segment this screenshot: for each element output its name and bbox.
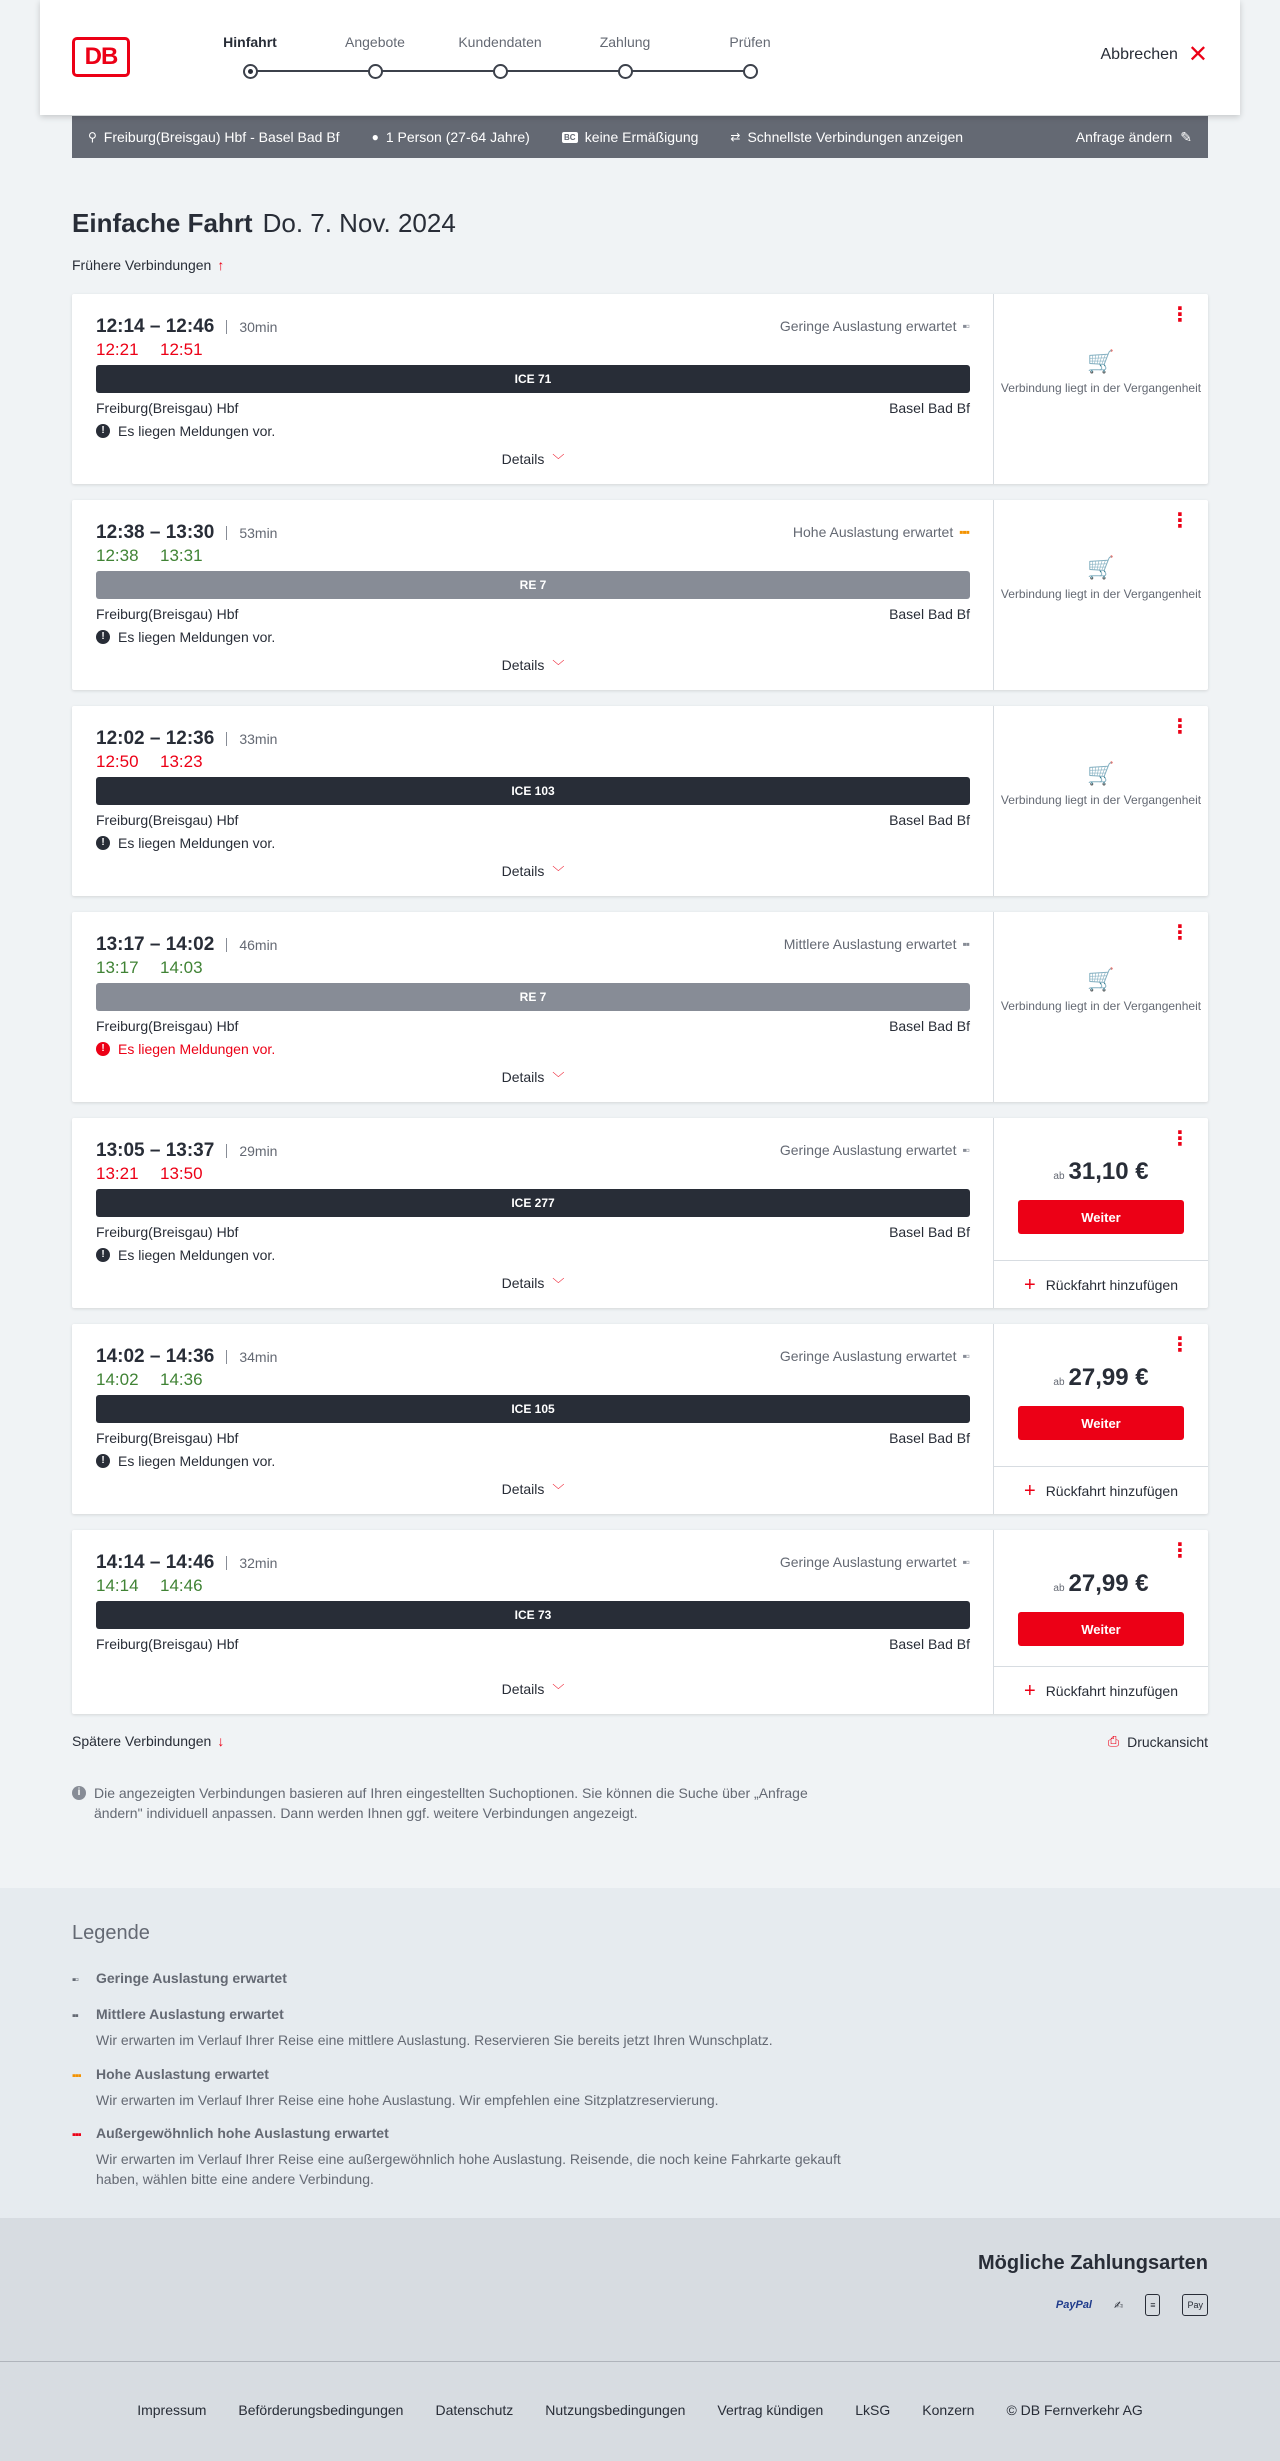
connection-main [72, 1530, 994, 1714]
notice-message [96, 629, 275, 645]
train-bar[interactable] [96, 571, 970, 599]
step-angebote [315, 34, 435, 56]
connection-card [72, 1324, 1208, 1514]
realtime-arrival: 12:51 [160, 340, 203, 359]
realtime-departure: 12:50 [96, 752, 139, 771]
scheduled-times: 13:05 – 13:37 [96, 1140, 215, 1161]
footer-link-nutzung[interactable]: Nutzungsbedingungen [545, 2402, 686, 2418]
chevron-down-icon: ﹀ [552, 865, 565, 879]
add-return-trip-button[interactable] [994, 1466, 1208, 1514]
train-name: ICE 105 [511, 1402, 555, 1416]
connection-offer [994, 1118, 1208, 1308]
add-return-trip-label: Rückfahrt hinzufügen [1045, 1482, 1178, 1499]
departure-station: Freiburg(Breisgau) Hbf [96, 812, 239, 828]
chevron-down-icon: ﹀ [552, 1483, 565, 1497]
cart-unavailable-icon: 🛒 [1087, 967, 1115, 992]
step-hinfahrt [190, 34, 310, 56]
connection-offer [994, 1324, 1208, 1514]
realtime-times [96, 1164, 202, 1184]
price-value: 27,99 € [1068, 1364, 1149, 1391]
connection-offer [994, 1530, 1208, 1714]
price-prefix: ab [1053, 1171, 1065, 1182]
notice-message [96, 1041, 275, 1057]
arrival-station: Basel Bad Bf [889, 1224, 970, 1240]
arrival-station: Basel Bad Bf [889, 1018, 970, 1034]
price [994, 1364, 1208, 1392]
details-toggle[interactable] [72, 1069, 994, 1086]
query-discount [562, 129, 699, 145]
scheduled-times: 12:02 – 12:36 [96, 728, 215, 749]
realtime-departure: 12:21 [96, 340, 139, 359]
realtime-arrival: 13:23 [160, 752, 203, 771]
step-kundendaten [440, 34, 560, 56]
price-prefix: ab [1053, 1583, 1065, 1594]
occupancy-info [780, 1554, 969, 1570]
query-route-text: Freiburg(Breisgau) Hbf - Basel Bad Bf [103, 129, 340, 145]
occupancy-low-icon: ▪▫ [962, 1349, 969, 1363]
past-connection-text: Verbindung liegt in der Vergangenheit [1000, 587, 1202, 601]
train-bar[interactable] [96, 365, 970, 393]
notice-text: Es liegen Meldungen vor. [118, 835, 276, 851]
past-connection-note [994, 349, 1208, 396]
occupancy-text: Geringe Auslastung erwartet [779, 1142, 957, 1158]
legend-item-text: Wir erwarten im Verlauf Ihrer Reise eine außergewöhnlich hohe Auslastung. Reisende, die noch keine Fahrkarte gekauft haben, wählen bitte eine andere Verbindung. [96, 2151, 841, 2187]
exclamation-icon: ! [96, 424, 110, 438]
stations [96, 400, 970, 416]
legend-item-extreme [72, 2123, 852, 2189]
continue-button[interactable]: Weiter [1018, 1200, 1184, 1234]
payment-methods [1056, 2294, 1208, 2316]
occupancy-info [784, 936, 969, 952]
connection-offer [994, 500, 1208, 690]
connection-card [72, 912, 1208, 1102]
train-bar[interactable] [96, 1189, 970, 1217]
realtime-times [96, 1576, 202, 1596]
add-return-trip-label: Rückfahrt hinzufügen [1045, 1682, 1178, 1699]
connection-card [72, 500, 1208, 690]
occupancy-text: Mittlere Auslastung erwartet [783, 936, 957, 952]
apple-pay-icon: Pay [1182, 2294, 1208, 2316]
notice-text: Es liegen Meldungen vor. [118, 1453, 276, 1469]
details-toggle[interactable] [72, 1275, 994, 1292]
notice-text: Es liegen Meldungen vor. [118, 629, 276, 645]
cancel-button[interactable] [1100, 41, 1209, 68]
departure-station: Freiburg(Breisgau) Hbf [96, 1430, 239, 1446]
notice-message [96, 1453, 275, 1469]
more-options-icon[interactable]: ⋮ [1170, 1334, 1190, 1356]
legend-item-title: Geringe Auslastung erwartet [96, 1970, 287, 1986]
realtime-arrival: 14:03 [160, 958, 203, 977]
scheduled-times: 13:17 – 14:02 [96, 934, 215, 955]
notice-message [96, 1247, 275, 1263]
duration: 46min [226, 938, 277, 952]
realtime-departure: 13:21 [96, 1164, 139, 1183]
connection-times [96, 934, 277, 956]
stations [96, 812, 970, 828]
printer-icon: ⎙ [1107, 1733, 1120, 1749]
footer-link-impressum[interactable]: Impressum [137, 2402, 207, 2418]
invoice-icon: ≡ [1145, 2294, 1160, 2316]
realtime-arrival: 13:31 [160, 546, 203, 565]
notice-message [96, 835, 275, 851]
cart-unavailable-icon: 🛒 [1087, 761, 1115, 786]
scheduled-times: 14:14 – 14:46 [96, 1552, 215, 1573]
step-label: Zahlung [599, 34, 651, 50]
more-options-icon[interactable]: ⋮ [1170, 304, 1190, 326]
direct-debit-icon: ✍ [1114, 2299, 1124, 2312]
query-passengers-text: 1 Person (27-64 Jahre) [385, 129, 530, 145]
occupancy-low-icon: ▪▫ [72, 1974, 78, 1986]
person-icon: ● [371, 130, 379, 144]
step-dot [368, 64, 383, 79]
realtime-departure: 14:14 [96, 1576, 139, 1595]
footer-links [0, 2402, 1280, 2418]
price-value: 31,10 € [1068, 1158, 1149, 1185]
train-name: ICE 71 [514, 372, 552, 386]
past-connection-text: Verbindung liegt in der Vergangenheit [1000, 381, 1202, 395]
price-value: 27,99 € [1068, 1570, 1149, 1597]
exclamation-icon: ! [96, 1248, 110, 1262]
query-discount-text: keine Ermäßigung [584, 129, 699, 145]
connection-times [96, 522, 277, 544]
connection-offer [994, 706, 1208, 896]
price-prefix: ab [1053, 1377, 1065, 1388]
price [994, 1570, 1208, 1598]
stations [96, 606, 970, 622]
legend-item-title: Mittlere Auslastung erwartet [96, 2006, 284, 2022]
realtime-times [96, 958, 202, 978]
legend-title: Legende [72, 1922, 150, 1944]
connection-main [72, 500, 994, 690]
past-connection-note [994, 967, 1208, 1014]
train-name: ICE 73 [514, 1608, 552, 1622]
connection-times [96, 316, 277, 338]
footer-link-konzern[interactable]: Konzern [922, 2402, 975, 2418]
occupancy-text: Geringe Auslastung erwartet [779, 1348, 957, 1364]
more-options-icon[interactable]: ⋮ [1170, 922, 1190, 944]
stations [96, 1018, 970, 1034]
occupancy-medium-icon: ▪▪ [72, 2010, 78, 2022]
legend-item-text: Wir erwarten im Verlauf Ihrer Reise eine hohe Auslastung. Wir empfehlen eine Sitzplatzreservierung. [96, 2092, 719, 2108]
connection-main [72, 912, 994, 1102]
occupancy-high-icon: ▪▪▪ [72, 2070, 81, 2082]
train-name: ICE 103 [511, 784, 555, 798]
train-bar[interactable] [96, 983, 970, 1011]
chevron-down-icon: ﹀ [552, 1071, 565, 1085]
later-connections-label: Spätere Verbindungen [72, 1733, 212, 1749]
plus-icon: + [1024, 1479, 1036, 1502]
bahncard-icon: BC [562, 132, 578, 143]
cart-unavailable-icon: 🛒 [1087, 349, 1115, 374]
occupancy-low-icon: ▪▫ [962, 1143, 969, 1157]
details-toggle[interactable] [72, 451, 994, 468]
change-request-label: Anfrage ändern [1075, 129, 1173, 145]
duration: 30min [226, 320, 277, 334]
plus-icon: + [1024, 1273, 1036, 1296]
departure-station: Freiburg(Breisgau) Hbf [96, 400, 239, 416]
notice-text: Es liegen Meldungen vor. [118, 423, 276, 439]
occupancy-high-icon: ▪▪▪ [959, 525, 969, 539]
past-connection-note [994, 761, 1208, 808]
step-dot [743, 64, 758, 79]
print-view-label: Druckansicht [1127, 1733, 1208, 1750]
details-toggle[interactable] [72, 1481, 994, 1498]
occupancy-info [780, 318, 969, 334]
departure-station: Freiburg(Breisgau) Hbf [96, 1636, 239, 1652]
cart-unavailable-icon: 🛒 [1087, 555, 1115, 580]
connection-main [72, 1118, 994, 1308]
exclamation-icon: ! [96, 630, 110, 644]
legend-item-text: Wir erwarten im Verlauf Ihrer Reise eine mittlere Auslastung. Reservieren Sie bereits jetzt Ihren Wunschplatz. [96, 2032, 773, 2048]
occupancy-text: Hohe Auslastung erwartet [792, 524, 954, 540]
step-dot [493, 64, 508, 79]
connection-card [72, 1118, 1208, 1308]
occupancy-low-icon: ▪▫ [962, 1555, 969, 1569]
trip-type: Einfache Fahrt [72, 208, 253, 238]
arrival-station: Basel Bad Bf [889, 812, 970, 828]
stations [96, 1224, 970, 1240]
occupancy-extreme-icon: ▪▪▪ [72, 2129, 81, 2141]
details-toggle[interactable] [72, 1681, 994, 1698]
past-connection-text: Verbindung liegt in der Vergangenheit [1000, 999, 1202, 1013]
db-logo[interactable]: DB [72, 37, 130, 77]
realtime-arrival: 14:46 [160, 1576, 203, 1595]
duration: 53min [226, 526, 277, 540]
arrival-station: Basel Bad Bf [889, 606, 970, 622]
legend-section [0, 1888, 1280, 2218]
legend-item-low [72, 1968, 287, 1990]
scheduled-times: 14:02 – 14:36 [96, 1346, 215, 1367]
connection-card [72, 1530, 1208, 1714]
arrival-station: Basel Bad Bf [889, 1430, 970, 1446]
step-dot [618, 64, 633, 79]
connection-main [72, 1324, 994, 1514]
step-pruefen [690, 34, 810, 56]
legend-item-title: Außergewöhnlich hohe Auslastung erwartet [96, 2125, 389, 2141]
scheduled-times: 12:14 – 12:46 [96, 316, 215, 337]
arrival-station: Basel Bad Bf [889, 400, 970, 416]
pencil-icon: ✎ [1180, 128, 1192, 145]
connection-offer [994, 294, 1208, 484]
query-passengers [372, 129, 530, 145]
footer [0, 2362, 1280, 2461]
connection-main [72, 706, 994, 896]
connection-times [96, 1552, 277, 1574]
occupancy-text: Geringe Auslastung erwartet [779, 318, 957, 334]
duration: 34min [226, 1350, 277, 1364]
footer-link-datenschutz[interactable]: Datenschutz [435, 2402, 514, 2418]
legend-item-medium [72, 2004, 773, 2050]
connection-card [72, 706, 1208, 896]
more-options-icon[interactable]: ⋮ [1170, 1540, 1190, 1562]
cancel-label: Abbrechen [1100, 46, 1178, 63]
more-options-icon[interactable]: ⋮ [1170, 510, 1190, 532]
realtime-times [96, 1370, 202, 1390]
notice-text: Es liegen Meldungen vor. [118, 1041, 276, 1057]
legend-item-high [72, 2064, 719, 2110]
details-label: Details [501, 1681, 545, 1697]
add-return-trip-button[interactable] [994, 1666, 1208, 1714]
step-label: Hinfahrt [223, 34, 277, 50]
price [994, 1158, 1208, 1186]
chevron-down-icon: ﹀ [552, 659, 565, 673]
stations [96, 1636, 970, 1652]
change-request-button[interactable] [1076, 129, 1192, 146]
location-pin-icon: ⚲ [88, 130, 97, 144]
arrow-up-icon: ↑ [217, 257, 225, 273]
swap-arrows-icon: ⇄ [730, 130, 741, 144]
plus-icon: + [1024, 1679, 1036, 1702]
step-dot [243, 64, 258, 79]
occupancy-medium-icon: ▪▪ [962, 937, 969, 951]
details-label: Details [501, 451, 545, 467]
footer-copyright: © DB Fernverkehr AG [1006, 2402, 1143, 2418]
details-toggle[interactable] [72, 657, 994, 674]
connection-times [96, 1140, 277, 1162]
footer-link-befoerderung[interactable]: Beförderungsbedingungen [238, 2402, 404, 2418]
realtime-departure: 14:02 [96, 1370, 139, 1389]
query-fastest [730, 129, 963, 145]
footer-link-kuendigen[interactable]: Vertrag kündigen [717, 2402, 824, 2418]
footer-link-lksg[interactable]: LkSG [855, 2402, 891, 2418]
chevron-down-icon: ﹀ [552, 1277, 565, 1291]
train-bar[interactable] [96, 777, 970, 805]
occupancy-low-icon: ▪▫ [962, 319, 969, 333]
train-name: RE 7 [519, 990, 547, 1004]
step-zahlung [565, 34, 685, 56]
realtime-arrival: 14:36 [160, 1370, 203, 1389]
step-label: Prüfen [729, 34, 771, 50]
occupancy-info [780, 1348, 969, 1364]
info-text: Die angezeigten Verbindungen basieren auf Ihren eingestellten Suchoptionen. Sie können die Suche über „Anfrage ändern" individuell anpassen. Dann werden Ihnen ggf. weitere Verbindungen angezeigt. [94, 1785, 808, 1821]
details-label: Details [501, 1275, 545, 1291]
info-icon: i [72, 1786, 86, 1800]
more-options-icon[interactable]: ⋮ [1170, 716, 1190, 738]
departure-station: Freiburg(Breisgau) Hbf [96, 1224, 239, 1240]
print-view-link[interactable] [1108, 1733, 1208, 1750]
duration: 33min [226, 732, 277, 746]
connection-times [96, 1346, 277, 1368]
details-label: Details [501, 863, 545, 879]
occupancy-text: Geringe Auslastung erwartet [779, 1554, 957, 1570]
query-route [88, 129, 340, 145]
info-note [72, 1783, 852, 1823]
details-toggle[interactable] [72, 863, 994, 880]
paypal-icon: PayPal [1055, 2299, 1092, 2311]
more-options-icon[interactable]: ⋮ [1170, 1128, 1190, 1150]
legend-item-title: Hohe Auslastung erwartet [96, 2066, 269, 2082]
departure-station: Freiburg(Breisgau) Hbf [96, 1018, 239, 1034]
realtime-times [96, 752, 202, 772]
chevron-down-icon: ﹀ [552, 453, 565, 467]
past-connection-note [994, 555, 1208, 602]
payment-title: Mögliche Zahlungsarten [977, 2252, 1208, 2274]
arrival-station: Basel Bad Bf [889, 1636, 970, 1652]
train-bar[interactable] [96, 1601, 970, 1629]
close-icon: ✕ [1187, 41, 1208, 68]
exclamation-icon: ! [96, 836, 110, 850]
notice-message [96, 423, 275, 439]
duration: 32min [226, 1556, 277, 1570]
earlier-connections-label: Frühere Verbindungen [72, 257, 212, 273]
connection-card [72, 294, 1208, 484]
later-connections-link[interactable] [72, 1733, 224, 1749]
arrow-down-icon: ↓ [217, 1733, 225, 1749]
past-connection-text: Verbindung liegt in der Vergangenheit [1000, 793, 1202, 807]
earlier-connections-link[interactable] [72, 257, 224, 273]
notice-text: Es liegen Meldungen vor. [118, 1247, 276, 1263]
step-label: Kundendaten [458, 34, 542, 50]
page-title [72, 208, 456, 239]
realtime-times [96, 340, 202, 360]
exclamation-icon: ! [96, 1454, 110, 1468]
trip-date: Do. 7. Nov. 2024 [262, 208, 456, 238]
realtime-departure: 12:38 [96, 546, 139, 565]
train-bar[interactable] [96, 1395, 970, 1423]
stations [96, 1430, 970, 1446]
duration: 29min [226, 1144, 277, 1158]
continue-button[interactable]: Weiter [1018, 1406, 1184, 1440]
occupancy-info [780, 1142, 969, 1158]
query-fastest-text: Schnellste Verbindungen anzeigen [747, 129, 964, 145]
connection-times [96, 728, 277, 750]
departure-station: Freiburg(Breisgau) Hbf [96, 606, 239, 622]
header [40, 0, 1240, 115]
exclamation-icon: ! [96, 1042, 110, 1056]
search-query-bar [72, 116, 1208, 158]
progress-stepper [210, 34, 771, 84]
continue-button[interactable]: Weiter [1018, 1612, 1184, 1646]
realtime-arrival: 13:50 [160, 1164, 203, 1183]
connection-offer [994, 912, 1208, 1102]
chevron-down-icon: ﹀ [552, 1683, 565, 1697]
train-name: ICE 277 [511, 1196, 555, 1210]
payment-section [0, 2218, 1280, 2362]
details-label: Details [501, 1481, 545, 1497]
details-label: Details [501, 657, 545, 673]
scheduled-times: 12:38 – 13:30 [96, 522, 215, 543]
occupancy-info [793, 524, 969, 540]
connection-main [72, 294, 994, 484]
step-label: Angebote [345, 34, 405, 50]
details-label: Details [501, 1069, 545, 1085]
realtime-times [96, 546, 202, 566]
realtime-departure: 13:17 [96, 958, 139, 977]
add-return-trip-label: Rückfahrt hinzufügen [1045, 1276, 1178, 1293]
add-return-trip-button[interactable] [994, 1260, 1208, 1308]
train-name: RE 7 [519, 578, 547, 592]
